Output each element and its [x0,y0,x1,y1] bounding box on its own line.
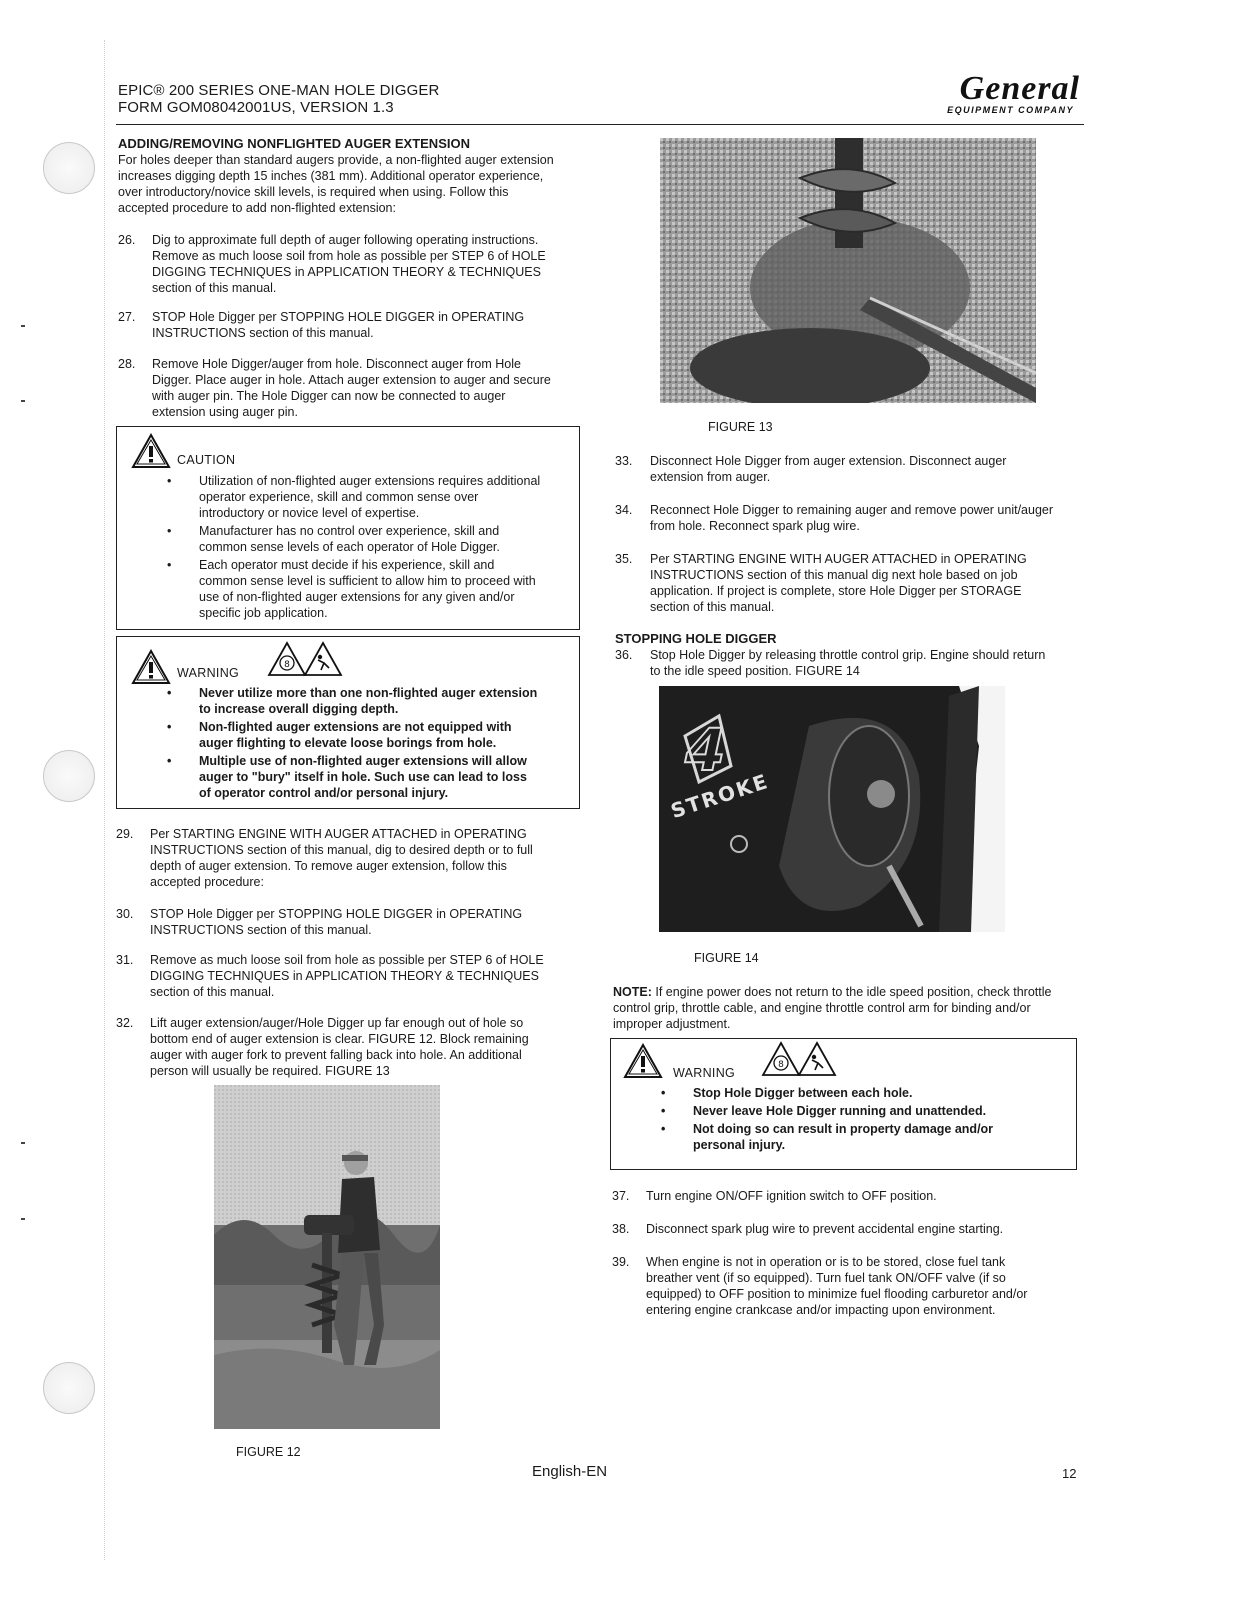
section-title: ADDING/REMOVING NONFLIGHTED AUGER EXTENSION [118,136,470,151]
intro-paragraph: For holes deeper than standard augers provide, a non-flighted auger extension increases digging depth 15 inches (381 mm). Additional operator experience, over introductory/novice skill levels, is required when using. Follow this accepted procedure to add non-flighted extension: [118,153,554,215]
warning-box [116,636,580,809]
read-manual-hazard-icon [267,641,307,677]
figure-14-photo [659,686,1005,932]
company-logo [930,72,1080,115]
margin-mark [21,400,25,402]
punch-hole-bottom [43,1362,95,1414]
personal-injury-hazard-icon [797,1041,837,1077]
warning-triangle-icon [623,1043,663,1079]
figure-14-label-4: 4 [677,716,733,784]
warning-title: WARNING [673,1066,736,1080]
caution-list [167,473,569,623]
list-item: • Never utilize more than one non-flighted auger extension to increase overall digging depth. [167,686,538,716]
header-rule [116,124,1084,125]
binding-margin-line [104,40,105,1560]
figure-13-photo [660,138,1036,403]
note-paragraph: NOTE: If engine power does not return to the idle speed position, check throttle control grip, throttle cable, and engine throttle control arm for binding and/or improper adjustment. [613,985,1052,1031]
warning-list [167,685,569,803]
warning-triangle-icon [131,649,171,685]
warning-box-stopping [610,1038,1077,1170]
read-manual-hazard-icon [761,1041,801,1077]
list-item: • Never leave Hole Digger running and unattended. [661,1104,987,1118]
personal-injury-hazard-icon [303,641,343,677]
stopping-section-title: STOPPING HOLE DIGGER [615,631,777,646]
figure-12-photo [214,1085,440,1429]
list-item: • Utilization of non-flighted auger extensions requires additional operator experience, skill and common sense over introductory or novice level of expertise. [167,474,541,520]
title-line-2: FORM GOM08042001US, VERSION 1.3 [118,99,394,116]
document-title [118,82,439,116]
svg-text:8: 8 [284,660,290,670]
list-item: • Non-flighted auger extensions are not equipped with auger flighting to elevate loose borings from hole. [167,720,512,750]
note-label: NOTE: [613,985,652,999]
warning-list [661,1085,1063,1155]
figure-14-label-stroke: STROKE [667,768,772,824]
title-line-1: EPIC® 200 SERIES ONE-MAN HOLE DIGGER [118,82,440,99]
figure-13-caption: FIGURE 13 [708,420,773,434]
figure-14-caption: FIGURE 14 [694,951,759,965]
margin-mark [21,1142,25,1144]
margin-mark [21,1218,25,1220]
logo-subtext: EQUIPMENT COMPANY [947,105,1074,115]
footer-language: English-EN [532,1463,608,1480]
list-item: • Stop Hole Digger between each hole. [661,1086,913,1100]
caution-title: CAUTION [177,453,236,467]
logo-wordmark: General [959,70,1080,107]
warning-title: WARNING [177,666,240,680]
list-item: • Each operator must decide if his experience, skill and common sense level is sufficient to allow him to proceed with use of non-flighted auger extensions for any given and/or specific job application. [167,558,536,620]
list-item: • Manufacturer has no control over experience, skill and common sense levels of each operator of Hole Digger. [167,524,500,554]
list-item: • Multiple use of non-flighted auger extensions will allow auger to "bury" itself in hole. Such use can lead to loss of operator control and/or personal injury. [167,754,527,800]
figure-12-caption: FIGURE 12 [236,1445,301,1459]
caution-triangle-icon [131,433,171,469]
punch-hole-middle [43,750,95,802]
list-item: • Not doing so can result in property damage and/or personal injury. [661,1122,994,1152]
svg-text:8: 8 [778,1060,784,1070]
page-number: 12 [1062,1466,1077,1481]
margin-mark [21,325,25,327]
caution-box [116,426,580,630]
punch-hole-top [43,142,95,194]
